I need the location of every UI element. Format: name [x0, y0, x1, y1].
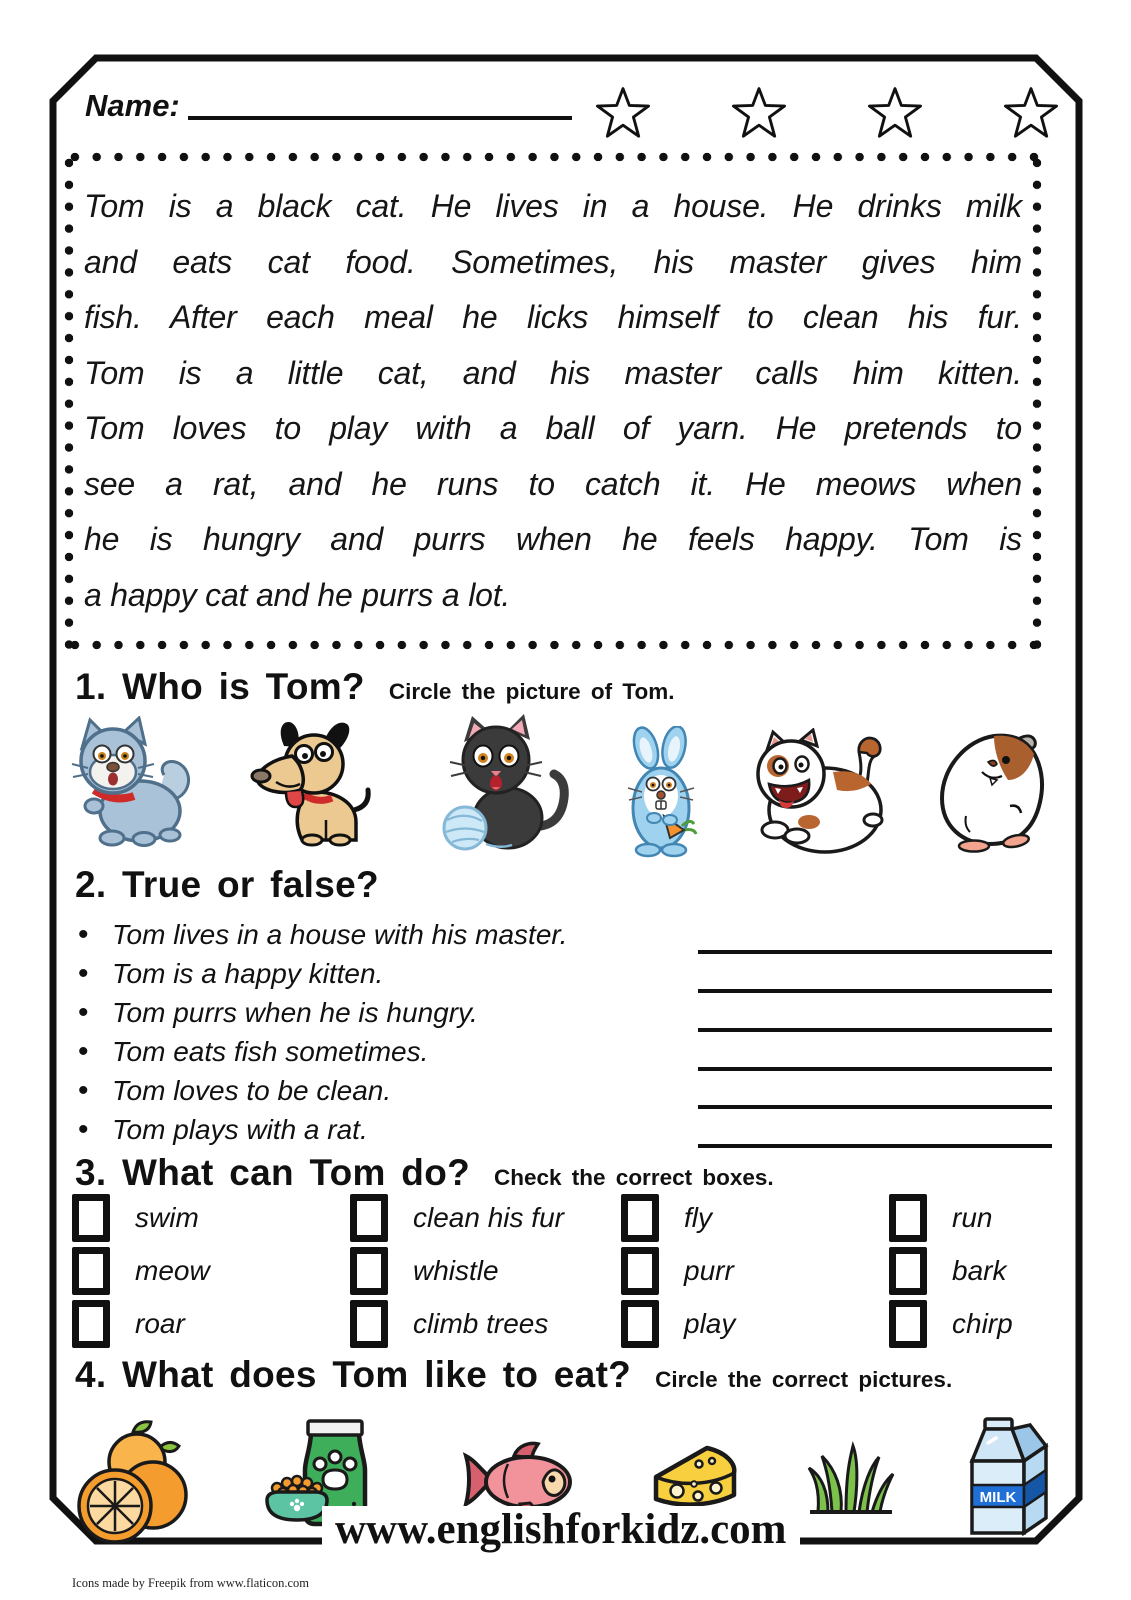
checkbox-label: chirp [952, 1308, 1013, 1339]
checkbox-option [350, 1247, 621, 1295]
statement-text: • Tom plays with a rat. [112, 1113, 368, 1145]
checkbox-label: whistle [413, 1255, 499, 1286]
checkbox[interactable] [350, 1194, 388, 1242]
statement-text: • Tom eats fish sometimes. [112, 1036, 429, 1068]
white-brown-cat-image[interactable] [745, 728, 897, 860]
statement-text: • Tom purrs when he is hungry. [112, 997, 478, 1029]
cheese-image[interactable] [650, 1440, 740, 1514]
true-false-row [78, 916, 1052, 955]
reading-passage [64, 152, 1042, 650]
checkbox[interactable] [350, 1247, 388, 1295]
checkbox-label: swim [135, 1202, 199, 1233]
question-1-heading [75, 668, 674, 705]
checkbox-option [72, 1300, 350, 1348]
checkbox-option [889, 1300, 1047, 1348]
checkbox[interactable] [350, 1300, 388, 1348]
passage-line: see a rat, and he runs to catch it. He meows when [84, 465, 1022, 502]
checkbox[interactable] [72, 1194, 110, 1242]
rating-stars [594, 84, 1060, 144]
answer-line[interactable] [698, 1105, 1052, 1109]
hamster-image[interactable] [930, 726, 1054, 857]
oranges-image[interactable] [75, 1418, 190, 1555]
star-icon[interactable] [1002, 84, 1060, 144]
gray-cat-image[interactable] [66, 716, 202, 852]
passage-line: Tom is a little cat, and his master calls him kitten. [84, 354, 1022, 391]
question-4-heading [75, 1356, 952, 1393]
question-2-heading [75, 866, 379, 903]
checkbox-option [889, 1194, 1047, 1242]
checkbox[interactable] [621, 1194, 659, 1242]
abilities-checkbox-grid [72, 1194, 1047, 1348]
answer-line[interactable] [698, 989, 1052, 993]
checkbox[interactable] [72, 1247, 110, 1295]
q1-instruction: Circle the picture of Tom. [388, 679, 675, 704]
true-false-row [78, 955, 1052, 994]
checkbox-label: climb trees [413, 1308, 549, 1339]
true-false-row [78, 994, 1052, 1033]
checkbox-option [621, 1247, 889, 1295]
name-input-line[interactable] [188, 86, 572, 120]
true-false-list [78, 916, 1052, 1149]
milk-carton-image[interactable] [958, 1415, 1053, 1540]
checkbox[interactable] [621, 1247, 659, 1295]
checkbox[interactable] [621, 1300, 659, 1348]
milk-label: MILK [979, 1489, 1017, 1506]
passage-line: Tom is a black cat. He lives in a house. He drinks milk [84, 188, 1022, 224]
checkbox[interactable] [72, 1300, 110, 1348]
q3-instruction: Check the correct boxes. [494, 1165, 774, 1190]
true-false-row [78, 1072, 1052, 1111]
q1-title: 1. Who is Tom? [75, 666, 365, 707]
checkbox-option [621, 1300, 889, 1348]
name-label: Name: [85, 88, 180, 123]
statement-text: • Tom loves to be clean. [112, 1075, 392, 1106]
star-icon[interactable] [866, 84, 924, 144]
checkbox[interactable] [889, 1247, 927, 1295]
checkbox-option [350, 1300, 621, 1348]
statement-text: • Tom is a happy kitten. [112, 958, 384, 990]
checkbox-option [72, 1194, 350, 1242]
passage-line: fish. After each meal he licks himself to clean his fur. [84, 299, 1022, 335]
dog-image[interactable] [248, 718, 378, 852]
grass-image[interactable] [806, 1438, 896, 1516]
answer-line[interactable] [698, 1067, 1052, 1071]
answer-line[interactable] [698, 1144, 1052, 1148]
statement-text: • Tom lives in a house with his master. [112, 919, 568, 951]
checkbox-label: play [684, 1308, 736, 1339]
checkbox-label: meow [135, 1255, 210, 1286]
checkbox[interactable] [889, 1300, 927, 1348]
true-false-row [78, 1110, 1052, 1149]
passage-line: Tom loves to play with a ball of yarn. He pretends to [84, 410, 1022, 446]
checkbox-label: bark [952, 1255, 1007, 1286]
q2-title: 2. True or false? [75, 864, 379, 905]
checkbox-label: fly [684, 1202, 712, 1233]
rabbit-image[interactable] [616, 726, 708, 858]
checkbox-label: clean his fur [413, 1202, 564, 1233]
true-false-row [78, 1033, 1052, 1072]
attribution-text: Icons made by Freepik from www.flaticon.com [72, 1576, 309, 1590]
star-icon[interactable] [730, 84, 788, 144]
q4-instruction: Circle the correct pictures. [655, 1367, 953, 1392]
website-url: www.englishforkidz.com [322, 1506, 800, 1553]
q4-title: 4. What does Tom like to eat? [75, 1354, 632, 1395]
star-icon[interactable] [594, 84, 652, 144]
question-3-heading [75, 1154, 774, 1191]
checkbox-option [889, 1247, 1047, 1295]
q3-title: 3. What can Tom do? [75, 1152, 471, 1193]
checkbox[interactable] [889, 1194, 927, 1242]
checkbox-option [621, 1194, 889, 1242]
passage-line: he is hungry and purrs when he feels happy. Tom is [84, 521, 1022, 557]
passage-line: a happy cat and he purrs a lot. [84, 576, 511, 613]
black-cat-image[interactable] [438, 714, 570, 856]
checkbox-label: run [952, 1202, 993, 1233]
checkbox-label: purr [684, 1255, 734, 1286]
answer-line[interactable] [698, 950, 1052, 954]
answer-line[interactable] [698, 1028, 1052, 1032]
checkbox-label: roar [135, 1308, 185, 1339]
passage-line: and eats cat food. Sometimes, his master gives him [84, 243, 1022, 280]
name-row [85, 86, 572, 124]
checkbox-option [350, 1194, 621, 1242]
checkbox-option [72, 1247, 350, 1295]
